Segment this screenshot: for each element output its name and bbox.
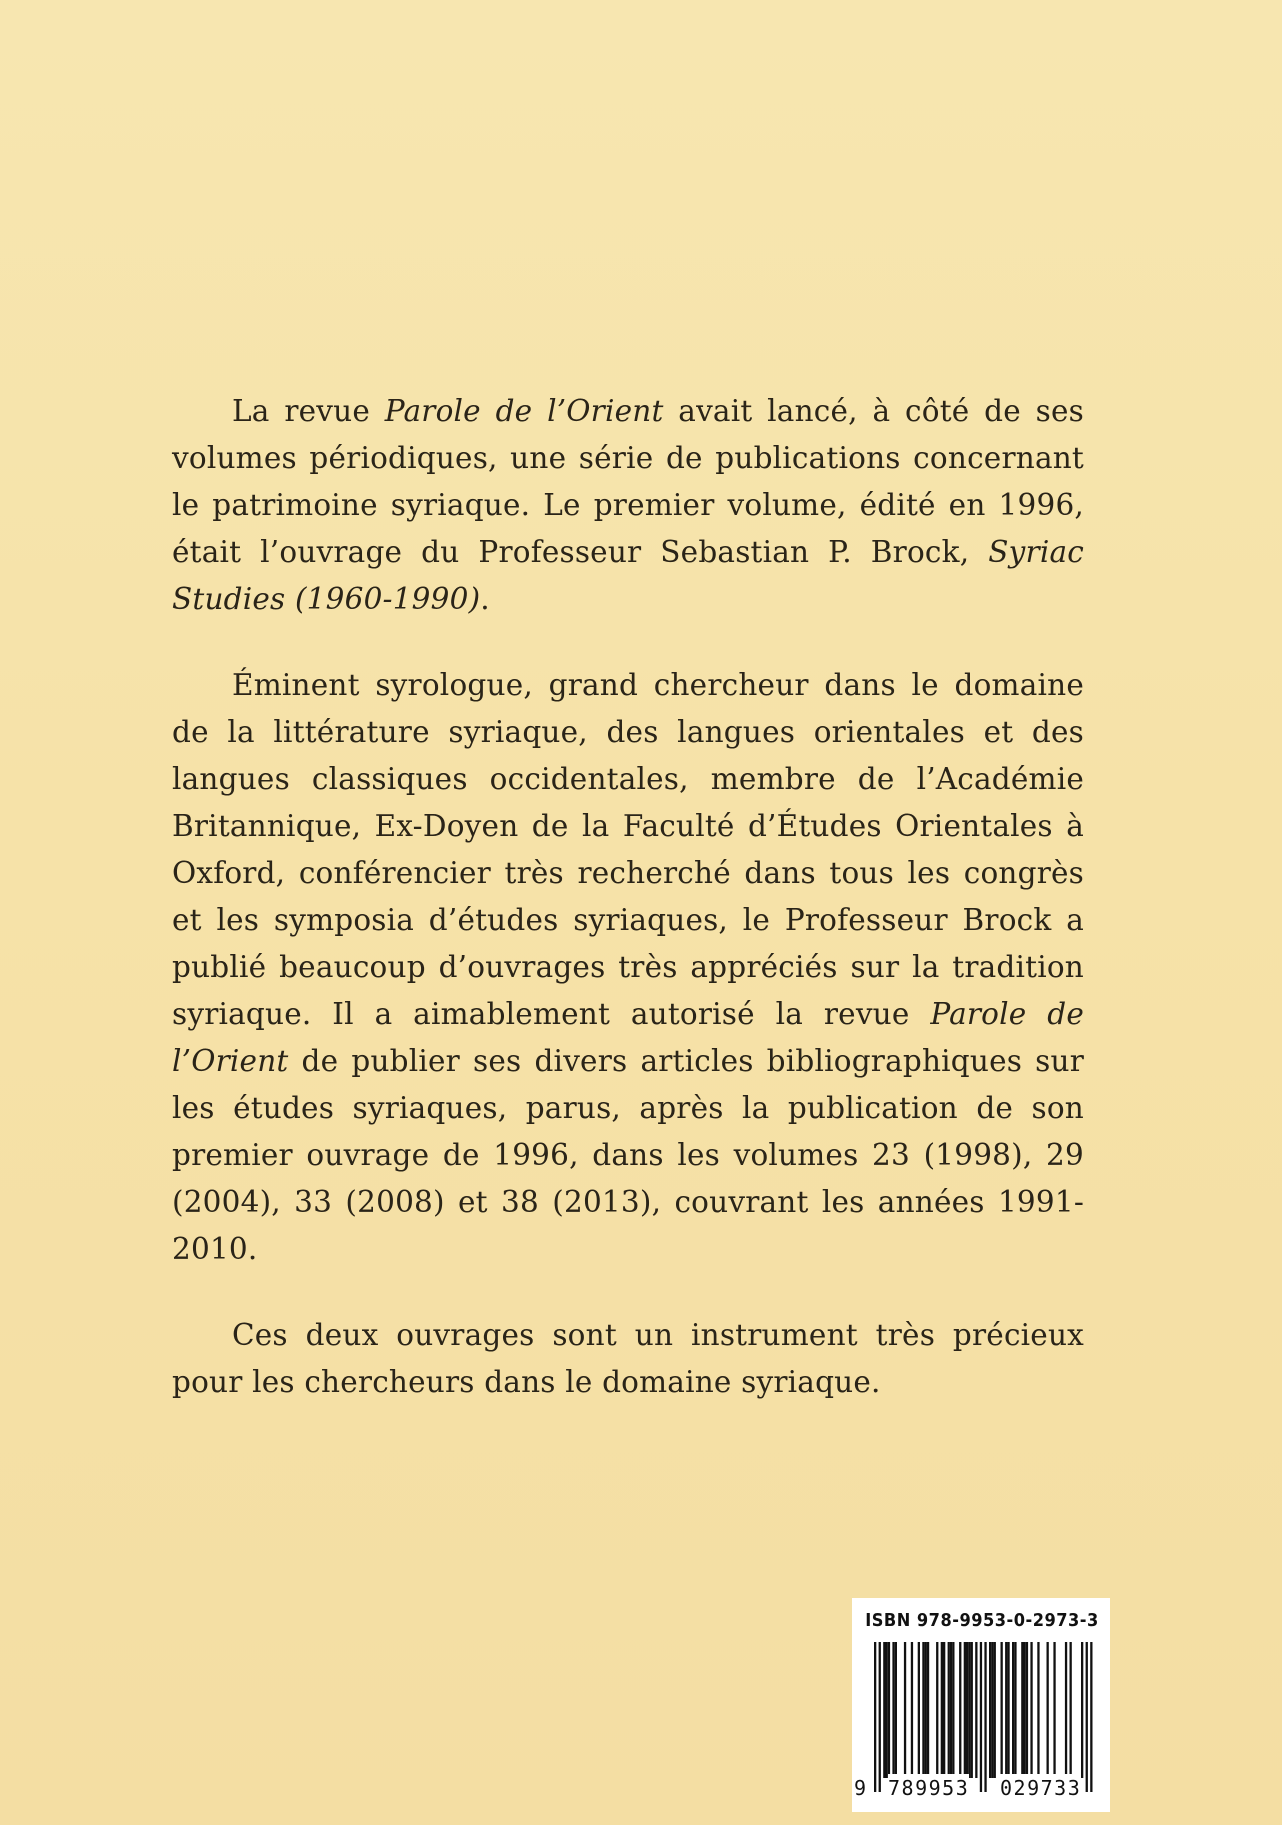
barcode-bar [959, 1642, 961, 1778]
barcode-bar [888, 1642, 890, 1778]
barcode-bar [918, 1642, 920, 1778]
barcode-bar [922, 1642, 924, 1778]
barcode-bar [966, 1642, 968, 1778]
barcode-bar [927, 1642, 929, 1778]
barcode-bar [895, 1642, 897, 1778]
barcode-bar [964, 1642, 966, 1778]
barcode-bar [886, 1642, 888, 1778]
barcode-bar [936, 1642, 938, 1778]
ean-left-group: 789953 [888, 1776, 970, 1800]
italic-title: Parole de l’Orient [172, 997, 1084, 1078]
barcode-bar [883, 1642, 885, 1778]
barcode-bar [1001, 1642, 1003, 1778]
barcode-guard-bar [879, 1642, 881, 1792]
barcode-bar [1021, 1642, 1023, 1778]
paragraph-3 [172, 1312, 1084, 1406]
isbn-barcode [852, 1598, 1110, 1812]
barcode-bar [1081, 1642, 1083, 1778]
barcode-bar [941, 1642, 943, 1778]
ean-first-digit: 9 [854, 1776, 868, 1800]
barcode-bar [950, 1642, 952, 1778]
barcode-guard-bar [1090, 1642, 1092, 1792]
barcode-bar [968, 1642, 970, 1778]
barcode-bar [1005, 1642, 1007, 1778]
barcode-bar [943, 1642, 945, 1778]
barcode-bar [1070, 1642, 1072, 1778]
text-run: Ces deux ouvrages sont un instrument très précieux pour les chercheurs dans le domaine syriaque. [172, 1318, 1084, 1399]
barcode-guard-bar [874, 1642, 876, 1792]
barcode-bar [1053, 1642, 1055, 1778]
barcode-bar [971, 1642, 973, 1778]
barcode-bar [1024, 1642, 1026, 1778]
barcode-bar [1012, 1642, 1014, 1778]
barcode-bar [1007, 1642, 1009, 1778]
barcode-bar [991, 1642, 993, 1778]
isbn-label: ISBN 978-9953-0-2973-3 [865, 1610, 1099, 1631]
text-run: . [480, 582, 490, 616]
barcode-guard-bar [1086, 1642, 1088, 1792]
barcode-bar [975, 1642, 977, 1778]
ean-right-group: 029733 [1000, 1776, 1082, 1800]
paragraph-1 [172, 388, 1084, 623]
barcode-bar [1026, 1642, 1028, 1778]
barcode-guard-bar [984, 1642, 986, 1792]
paragraph-2 [172, 662, 1084, 1273]
barcode-bar [948, 1642, 950, 1778]
barcode-bar [911, 1642, 913, 1778]
barcode-bar [1014, 1642, 1016, 1778]
barcode-bar [1030, 1642, 1032, 1778]
barcode-bar [1037, 1642, 1039, 1778]
text-run: de publier ses divers articles bibliographiques sur les études syriaques, parus, après la publication de son premier ouvrage de 1996, dans les volumes 23 (1998), 29 (2004), 33 (2008) et 38 (2013), couvrant les années 1991-2010. [172, 1044, 1084, 1266]
barcode-bar [1047, 1642, 1049, 1778]
barcode-bar [989, 1642, 991, 1778]
barcode-bar [994, 1642, 996, 1778]
barcode-bar [1065, 1642, 1067, 1778]
italic-title: Parole de l’Orient [384, 394, 664, 428]
blurb-text [172, 388, 1084, 1445]
barcode-bar [892, 1642, 894, 1778]
text-run: Éminent syrologue, grand chercheur dans le domaine de la littérature syriaque, des langues orientales et des langues classiques occidentales, membre de l’Académie Britannique, Ex-Doyen de la Faculté d’Études Orientales à Oxford, conférencier très recherché dans tous les congrès et les symposia d’études syriaques, le Professeur Brock a publié beaucoup d’ouvrages très appréciés sur la tradition syriaque. Il a aimablement autorisé la revue [172, 668, 1084, 1031]
barcode-bar [952, 1642, 954, 1778]
text-run: avait lancé, à côté de ses volumes périodiques, une série de publications concernant le patrimoine syriaque. Le premier volume, édité en 1996, était l’ouvrage du Professeur Sebastian P. Brock, [172, 394, 1084, 569]
text-run: La revue [232, 394, 385, 428]
ean-digits [852, 1774, 1110, 1804]
barcode-bar [925, 1642, 927, 1778]
italic-title: Syriac Studies (1960-1990) [172, 535, 1084, 616]
barcode-bar [904, 1642, 906, 1778]
barcode-guard-bar [980, 1642, 982, 1792]
